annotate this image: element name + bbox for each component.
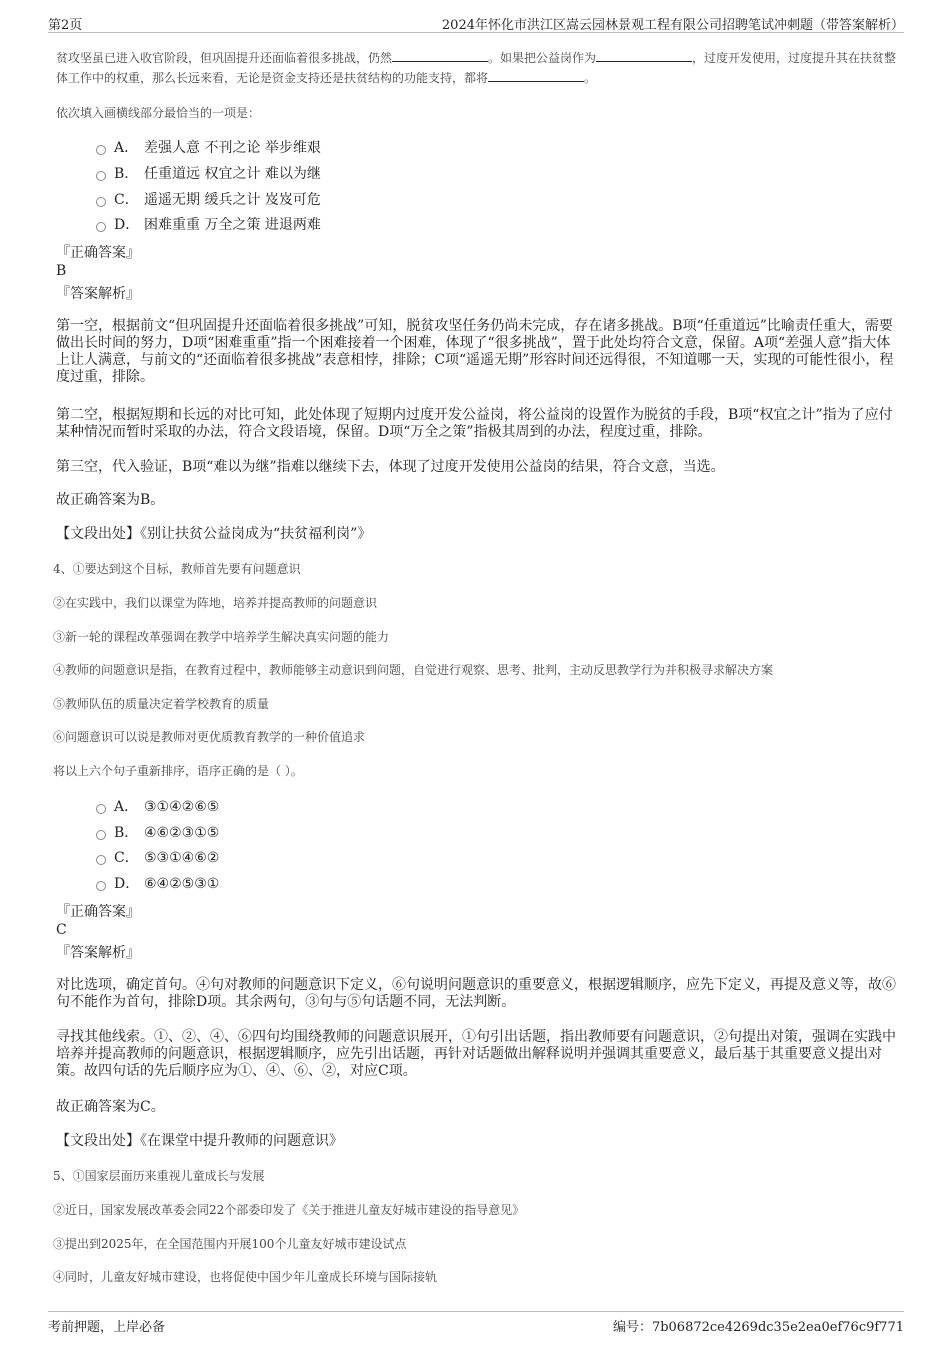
option-letter: B． [114, 166, 139, 182]
radio-icon[interactable] [96, 804, 106, 814]
q3-answer-label: 『正确答案』 [56, 245, 140, 261]
q3-stem-part2: 。如果把公益岗作为 [488, 51, 597, 65]
q5-sentence-4: ④同时，儿童友好城市建设，也将促使中国少年儿童成长环境与国际接轨 [53, 1270, 438, 1284]
radio-icon[interactable] [96, 830, 106, 840]
page-number: 第2页 [48, 18, 83, 33]
q3-analysis-p1: 第一空，根据前文“但巩固提升还面临着很多挑战”可知，脱贫攻坚任务仍尚未完成，存在诸多挑战。B项“任重道远”比喻责任重大，需要做出长时间的努力，D项“困难重重”指一个困难接着一个困难，体现了“很多挑战”，置于此处均符合文意，保留。A项“差强人意”指大体上让人满意，与前文的“还面临着很多挑战”表意相悖，排除；C项“遥遥无期”形容时间还远得很，不知道哪一天，实现的可能性很小，程度过重，排除。 [56, 318, 894, 385]
option-text: ④⑥②③①⑤ [144, 825, 220, 841]
option-text: 差强人意 不刊之论 举步维艰 [144, 140, 321, 156]
q4-answer: C [56, 922, 67, 938]
radio-icon[interactable] [96, 145, 106, 155]
q3-stem-part3: ，过度开发使用，过度提升其在扶贫整体工作中的权重，那么长远来看，无论是资金支持还是扶贫结构的功能支持，都将 [56, 51, 897, 85]
q4-option-b[interactable] [96, 823, 219, 843]
q3-option-c[interactable] [96, 190, 321, 210]
q3-source: 【文段出处】《别让扶贫公益岗成为“扶贫福利岗”》 [56, 526, 372, 542]
footer-slogan: 考前押题，上岸必备 [48, 1320, 166, 1335]
q4-sentence-6: ⑥问题意识可以说是教师对更优质教育教学的一种价值追求 [53, 730, 366, 744]
q4-sentence-3: ③新一轮的课程改革强调在教学中培养学生解决真实问题的能力 [53, 630, 390, 644]
option-text: 困难重重 万全之策 进退两难 [144, 217, 321, 233]
q3-stem-part4: 。 [584, 71, 597, 85]
page-footer [48, 1311, 904, 1334]
fill-blank-1 [392, 49, 488, 62]
q3-analysis-p3: 第三空，代入验证，B项“难以为继”指难以继续下去，体现了过度开发使用公益岗的结果，符合文意，当选。 [56, 459, 725, 475]
q3-stem [56, 48, 900, 88]
option-letter: A． [114, 799, 139, 815]
q5-sentence-3: ③提出到2025年，在全国范围内开展100个儿童友好城市建设试点 [53, 1237, 407, 1251]
document-title: 2024年怀化市洪江区嵩云园林景观工程有限公司招聘笔试冲刺题（带答案解析） [441, 18, 904, 33]
q4-analysis-label: 『答案解析』 [56, 945, 140, 961]
q4-sentence-4: ④教师的问题意识是指，在教育过程中，教师能够主动意识到问题，自觉进行观察、思考、批判，主动反思教学行为并积极寻求解决方案 [53, 663, 774, 677]
q3-prompt: 依次填入画横线部分最恰当的一项是： [56, 106, 261, 120]
option-text: 任重道远 权宜之计 难以为继 [144, 166, 321, 182]
q4-analysis-p1: 对比选项，确定首句。④句对教师的问题意识下定义，⑥句说明问题意识的重要意义，根据逻辑顺序，应先下定义，再提及意义等，故⑥句不能作为首句，排除D项。其余两句，③句与⑤句话题不同，无法判断。 [56, 977, 896, 1010]
radio-icon[interactable] [96, 855, 106, 865]
option-text: ⑥④②⑤③① [144, 876, 220, 892]
q4-sentence-5: ⑤教师队伍的质量决定着学校教育的质量 [53, 697, 270, 711]
q4-source: 【文段出处】《在课堂中提升教师的问题意识》 [56, 1133, 343, 1149]
option-letter: C． [114, 192, 139, 208]
q4-analysis-p2: 寻找其他线索。①、②、④、⑥四句均围绕教师的问题意识展开，①句引出话题，指出教师要有问题意识，②句提出对策，强调在实践中培养并提高教师的问题意识，根据逻辑顺序，应先引出话题，再针对话题做出解释说明并强调其重要意义，最后基于其重要意义提出对策。故四句话的先后顺序应为①、④、⑥、②，对应C项。 [56, 1029, 896, 1079]
q4-option-d[interactable] [96, 874, 219, 894]
q3-option-d[interactable] [96, 215, 321, 235]
option-letter: A． [114, 140, 139, 156]
q3-analysis-p4: 故正确答案为B。 [56, 492, 165, 508]
q3-stem-part1: 贫攻坚虽已进入收官阶段，但巩固提升还面临着很多挑战，仍然 [56, 51, 393, 65]
q5-sentence-1: 5、①国家层面历来重视儿童成长与发展 [53, 1169, 265, 1183]
q3-analysis-p2: 第二空，根据短期和长远的对比可知，此处体现了短期内过度开发公益岗，将公益岗的设置作为脱贫的手段，B项“权宜之计”指为了应付某种情况而暂时采取的办法，符合文段语境，保留。D项“万全之策”指极其周到的办法，程度过重，排除。 [56, 407, 893, 440]
option-letter: D． [114, 217, 140, 233]
q3-answer: B [56, 263, 67, 279]
q3-analysis-label: 『答案解析』 [56, 286, 140, 302]
radio-icon[interactable] [96, 197, 106, 207]
option-text: 遥遥无期 缓兵之计 岌岌可危 [144, 192, 321, 208]
q4-sentence-1: 4、①要达到这个目标，教师首先要有问题意识 [53, 562, 301, 576]
q4-option-a[interactable] [96, 797, 219, 817]
q4-option-c[interactable] [96, 848, 219, 868]
fill-blank-3 [488, 69, 584, 82]
option-letter: C． [114, 850, 139, 866]
option-text: ③①④②⑥⑤ [144, 799, 220, 815]
option-letter: B． [114, 825, 139, 841]
q4-answer-label: 『正确答案』 [56, 904, 140, 920]
fill-blank-2 [596, 49, 692, 62]
q3-option-a[interactable] [96, 138, 321, 158]
radio-icon[interactable] [96, 881, 106, 891]
q3-option-b[interactable] [96, 164, 321, 184]
document-code: 编号：7b06872ce4269dc35e2ea0ef76c9f771 [612, 1320, 904, 1335]
option-letter: D． [114, 876, 140, 892]
q4-sentence-2: ②在实践中，我们以课堂为阵地，培养并提高教师的问题意识 [53, 596, 378, 610]
radio-icon[interactable] [96, 171, 106, 181]
page-header [48, 12, 904, 33]
q4-analysis-p3: 故正确答案为C。 [56, 1099, 165, 1115]
q4-prompt: 将以上六个句子重新排序，语序正确的是（ ）。 [53, 764, 303, 778]
radio-icon[interactable] [96, 222, 106, 232]
option-text: ⑤③①④⑥② [144, 850, 220, 866]
q5-sentence-2: ②近日，国家发展改革委会同22个部委印发了《关于推进儿童友好城市建设的指导意见》 [53, 1203, 525, 1217]
